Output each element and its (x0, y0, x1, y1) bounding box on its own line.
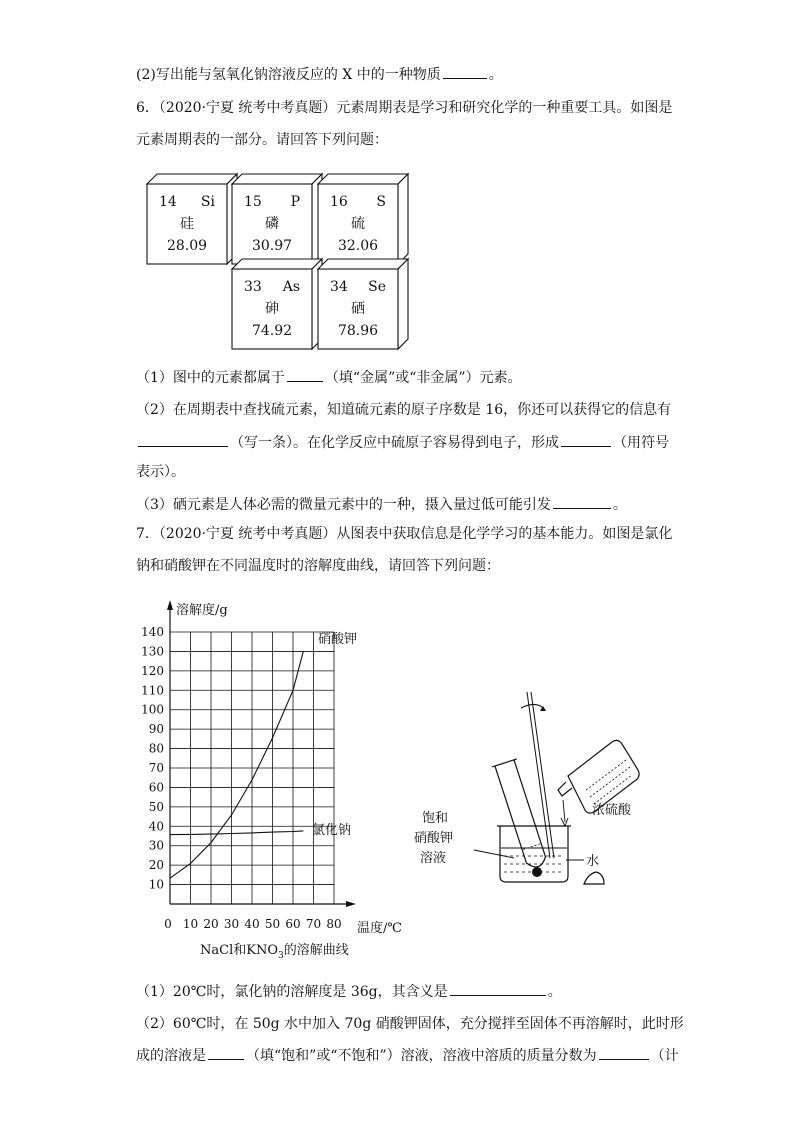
test-tube (492, 759, 550, 871)
y-tick-label: 120 (141, 663, 164, 678)
cell-top-face (232, 174, 322, 184)
q6-part2-line2 (136, 432, 669, 453)
element-cell-as (232, 259, 322, 349)
q6-part3-prefix: （3）硒元素是人体必需的微量元素中的一种，摄入量过低可能引发 (136, 497, 551, 513)
q6-part1-suffix: （填“金属”或“非金属”）元素。 (324, 370, 522, 386)
label-saturated-2: 硝酸钾 (414, 831, 454, 846)
x-tick-label: 80 (326, 917, 342, 931)
q6-part1-prefix: （1）图中的元素都属于 (136, 370, 285, 386)
q6-part2-suffix: （用符号 (613, 435, 669, 451)
atomic-number: 34 (330, 279, 348, 295)
x-tick-label: 50 (264, 917, 281, 931)
atomic-number: 16 (330, 194, 348, 210)
element-symbol: Si (200, 194, 215, 210)
atomic-number: 15 (244, 194, 262, 210)
label-saturated-1: 饱和 (422, 811, 449, 826)
element-name: 硅 (180, 216, 194, 232)
y-tick-label: 60 (148, 780, 164, 795)
element-symbol: P (290, 194, 300, 210)
y-tick-label: 140 (141, 625, 164, 639)
atomic-mass: 74.92 (251, 323, 293, 339)
q6-part3-suffix: 。 (612, 497, 627, 513)
answer-blank[interactable] (287, 367, 323, 382)
periodic-table-fragment (0, 160, 794, 360)
series-line (170, 831, 303, 835)
y-tick-label: 20 (148, 858, 164, 873)
q7-part2-prefix: 成的溶液是 (136, 1048, 206, 1064)
small-dish (584, 872, 604, 884)
x-ticks (164, 917, 341, 931)
element-cell-se (318, 259, 408, 349)
x-tick-label: 70 (305, 917, 322, 931)
q5-part2-prefix: (2)写出能与氢氧化钠溶液反应的 X 中的一种物质 (136, 67, 441, 83)
q5-part2 (136, 64, 503, 85)
x-tick-label: 0 (164, 917, 172, 931)
atomic-number: 14 (159, 194, 177, 210)
element-name: 硫 (351, 216, 365, 232)
y-tick-label: 130 (141, 644, 164, 659)
q6-part2-line3: 表示）。 (136, 464, 185, 480)
q5-part2-suffix: 。 (488, 67, 503, 83)
atomic-mass: 28.09 (166, 238, 208, 254)
label-water: 水 (586, 854, 600, 869)
answer-blank[interactable] (443, 64, 487, 79)
series-line (170, 651, 303, 878)
q7-stem-line2: 钠和硝酸钾在不同温度时的溶解度曲线，请回答下列问题： (136, 558, 500, 574)
q6-stem-line2: 元素周期表的一部分。请回答下列问题： (136, 132, 388, 148)
chart-title-tail: 的溶解曲线 (283, 943, 349, 958)
chart-curves (170, 631, 357, 878)
y-ticks (141, 625, 164, 892)
q7-part1-suffix: 。 (547, 984, 562, 1000)
answer-blank[interactable] (450, 981, 546, 996)
y-tick-label: 40 (148, 819, 164, 834)
answer-blank[interactable] (208, 1045, 244, 1060)
cell-top-face (318, 259, 408, 269)
x-axis-arrow (346, 901, 356, 907)
y-axis-arrow (167, 600, 173, 610)
q7-part2-line1: （2）60℃时，在 50g 水中加入 70g 硝酸钾固体，充分搅拌至固体不再溶解时，此时形 (136, 1016, 684, 1032)
q6-part3 (136, 494, 627, 515)
answer-blank[interactable] (599, 1045, 649, 1060)
x-tick-label: 20 (203, 917, 219, 931)
q6-stem-line1: 6．（2020·宁夏 统考中考真题）元素周期表是学习和研究化学的一种重要工具。如图是 (136, 100, 673, 116)
q7-part1-prefix: （1）20℃时，氯化钠的溶解度是 36g，其含义是 (136, 984, 448, 1000)
q7-part2-line2 (136, 1045, 679, 1066)
answer-blank[interactable] (138, 432, 228, 447)
apparatus-illustration (410, 684, 660, 904)
label-saturated-3: 溶液 (420, 851, 447, 866)
solid-crystal (532, 867, 542, 877)
element-cell-si (147, 174, 237, 264)
leader-saturated (474, 850, 514, 858)
element-cell-s (318, 174, 408, 264)
element-symbol: S (376, 194, 386, 210)
chart-title (200, 942, 349, 961)
y-tick-label: 50 (148, 799, 164, 814)
q6-part2-line1: （2）在周期表中查找硫元素，知道硫元素的原子序数是 16，你还可以获得它的信息有 (136, 402, 672, 418)
label-acid: 浓硫酸 (592, 803, 632, 818)
chart-title-subscript: 3 (277, 951, 284, 961)
x-tick-label: 10 (182, 917, 199, 931)
cell-side-face (398, 259, 408, 349)
x-tick-label: 30 (223, 917, 240, 931)
element-name: 磷 (265, 216, 279, 232)
y-axis-label: 溶解度/g (176, 603, 228, 618)
y-tick-label: 30 (148, 838, 164, 853)
x-tick-label: 60 (285, 917, 301, 931)
atomic-mass: 30.97 (251, 238, 293, 254)
answer-blank[interactable] (561, 432, 611, 447)
q7-part2-mid: （填“饱和”或“不饱和”）溶液，溶液中溶质的质量分数为 (246, 1048, 597, 1064)
cell-top-face (318, 174, 408, 184)
atomic-number: 33 (244, 279, 262, 295)
q6-part1 (136, 367, 522, 388)
atomic-mass: 32.06 (337, 238, 379, 254)
element-cell-p (232, 174, 322, 264)
q7-stem-line1: 7．（2020·宁夏 统考中考真题）从图表中获取信息是化学学习的基本能力。如图是氯化 (136, 526, 673, 542)
cell-top-face (232, 259, 322, 269)
x-tick-label: 40 (244, 917, 260, 931)
y-tick-label: 70 (148, 761, 164, 775)
element-name: 砷 (265, 301, 279, 317)
cell-top-face (147, 174, 237, 184)
q6-part2-mid: （写一条）。在化学反应中硫原子容易得到电子，形成 (230, 435, 559, 451)
element-symbol: As (282, 279, 300, 295)
y-tick-label: 80 (148, 741, 164, 756)
y-tick-label: 90 (148, 722, 164, 737)
q7-part1 (136, 981, 562, 1002)
series-label: 硝酸钾 (318, 632, 358, 647)
y-tick-label: 100 (141, 702, 164, 717)
y-tick-label: 110 (141, 683, 164, 698)
atomic-mass: 78.96 (337, 323, 379, 339)
y-tick-label: 10 (148, 877, 164, 892)
q7-part2-suffix: （计 (650, 1048, 679, 1064)
answer-blank[interactable] (553, 494, 611, 509)
element-name: 硒 (351, 301, 365, 317)
element-symbol: Se (368, 279, 386, 295)
series-label: 氯化钠 (312, 823, 352, 838)
chart-title-main: NaCl和KNO (200, 943, 278, 958)
cell-side-face (398, 174, 408, 264)
x-axis-label: 温度/℃ (357, 921, 402, 936)
